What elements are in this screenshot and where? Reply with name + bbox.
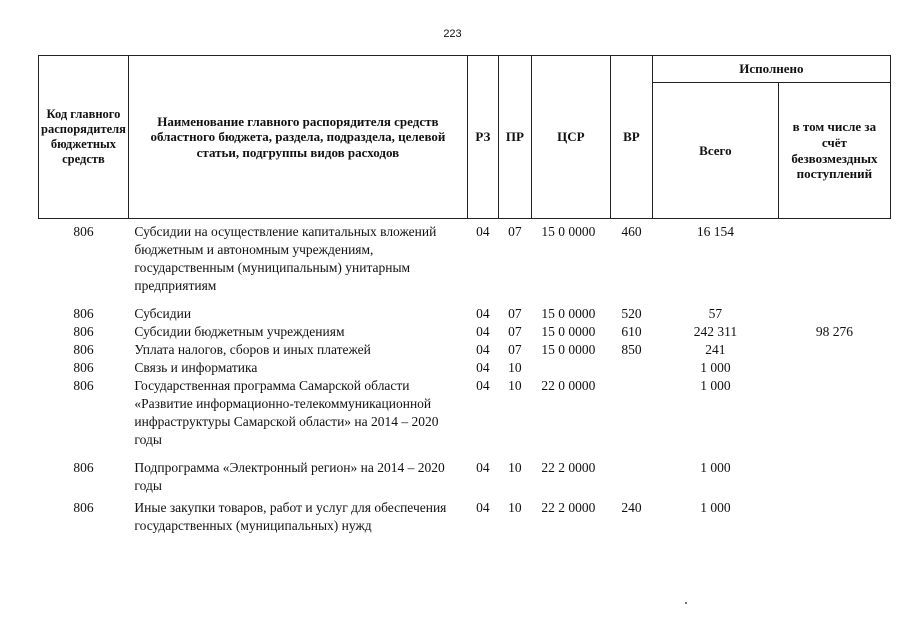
- cell-vr: 240: [621, 500, 642, 515]
- cell-total: 1 000: [700, 378, 731, 393]
- cell-rz: 04: [476, 378, 490, 393]
- cell-csr: [531, 359, 610, 377]
- cell-code: 806: [73, 500, 94, 515]
- cell-pr: 07: [508, 324, 522, 339]
- table-body: [39, 219, 891, 536]
- cell-code: 806: [73, 342, 94, 357]
- header-total: Всего: [652, 83, 778, 219]
- cell-rz: 04: [476, 224, 490, 239]
- cell-vr: 460: [621, 224, 642, 239]
- cell-code: 806: [73, 324, 94, 339]
- table-row: [39, 305, 891, 323]
- cell-pr: 07: [508, 342, 522, 357]
- cell-code: 806: [73, 224, 94, 239]
- cell-rz: 04: [476, 460, 490, 475]
- header-pr: ПР: [498, 56, 531, 219]
- budget-table: [38, 55, 891, 535]
- cell-name: Подпрограмма «Электронный регион» на 2014 – 2020 годы: [134, 460, 445, 493]
- table-row: [39, 341, 891, 359]
- page-number: 223: [443, 28, 462, 40]
- scan-speck: [685, 602, 687, 604]
- cell-code: 806: [73, 460, 94, 475]
- cell-csr: 15 0 0000: [541, 224, 596, 239]
- cell-pr: 10: [508, 460, 522, 475]
- cell-pr: 10: [508, 360, 522, 375]
- cell-total: 57: [708, 306, 723, 321]
- cell-free: [778, 219, 890, 306]
- cell-free: [778, 499, 890, 535]
- cell-name: Субсидии: [134, 306, 192, 321]
- cell-csr: 22 0 0000: [541, 378, 596, 393]
- table-row: [39, 377, 891, 459]
- cell-free: [778, 341, 890, 359]
- cell-total: 1 000: [700, 500, 731, 515]
- cell-vr: 520: [621, 306, 642, 321]
- header-rz: РЗ: [467, 56, 498, 219]
- cell-vr: [610, 359, 652, 377]
- cell-free: [778, 305, 890, 323]
- cell-pr: 07: [508, 306, 522, 321]
- cell-vr: [610, 377, 652, 459]
- cell-pr: 10: [508, 378, 522, 393]
- cell-name: Уплата налогов, сборов и иных платежей: [134, 342, 371, 357]
- table-row: [39, 459, 891, 499]
- cell-total: 241: [705, 342, 726, 357]
- cell-pr: 07: [508, 224, 522, 239]
- cell-free: [778, 359, 890, 377]
- table-row: [39, 499, 891, 535]
- table-row: [39, 219, 891, 306]
- cell-vr: 850: [621, 342, 642, 357]
- cell-csr: 15 0 0000: [541, 306, 596, 321]
- cell-csr: 15 0 0000: [541, 342, 596, 357]
- header-name: Наименование главного распорядителя средств областного бюджета, раздела, подраздела, целевой статьи, подгруппы видов расходов: [128, 56, 467, 219]
- cell-vr: [610, 459, 652, 499]
- header-free: в том числе за счёт безвозмездных поступлений: [778, 83, 890, 219]
- cell-name: Связь и информатика: [134, 360, 258, 375]
- cell-total: 242 311: [693, 324, 738, 339]
- cell-total: 1 000: [700, 460, 731, 475]
- cell-rz: 04: [476, 324, 490, 339]
- cell-code: 806: [73, 360, 94, 375]
- cell-csr: 22 2 0000: [541, 460, 596, 475]
- cell-name: Субсидии на осуществление капитальных вложений бюджетным и автономным учреждениям, государственным (муниципальным) унитарным предприятиям: [134, 224, 437, 293]
- cell-free: [778, 459, 890, 499]
- cell-rz: 04: [476, 500, 490, 515]
- header-vr: ВР: [610, 56, 652, 219]
- table-row: [39, 359, 891, 377]
- cell-free: [778, 377, 890, 459]
- cell-pr: 10: [508, 500, 522, 515]
- cell-rz: 04: [476, 342, 490, 357]
- cell-csr: 22 2 0000: [541, 500, 596, 515]
- cell-csr: 15 0 0000: [541, 324, 596, 339]
- cell-code: 806: [73, 378, 94, 393]
- cell-rz: 04: [476, 306, 490, 321]
- cell-total: 1 000: [700, 360, 731, 375]
- cell-vr: 610: [621, 324, 642, 339]
- cell-code: 806: [73, 306, 94, 321]
- header-executed: Исполнено: [652, 56, 890, 83]
- cell-free: 98 276: [815, 324, 853, 339]
- cell-name: Иные закупки товаров, работ и услуг для обеспечения государственных (муниципальных) нужд: [134, 500, 447, 533]
- cell-total: 16 154: [696, 224, 734, 239]
- table-row: [39, 323, 891, 341]
- cell-name: Государственная программа Самарской области «Развитие информационно-телекоммуникационной инфраструктуры Самарской области» на 2014 – 2020 годы: [134, 378, 439, 447]
- header-code: Код главного распорядителя бюджетных средств: [39, 56, 129, 219]
- cell-name: Субсидии бюджетным учреждениям: [134, 324, 345, 339]
- header-csr: ЦСР: [531, 56, 610, 219]
- cell-rz: 04: [476, 360, 490, 375]
